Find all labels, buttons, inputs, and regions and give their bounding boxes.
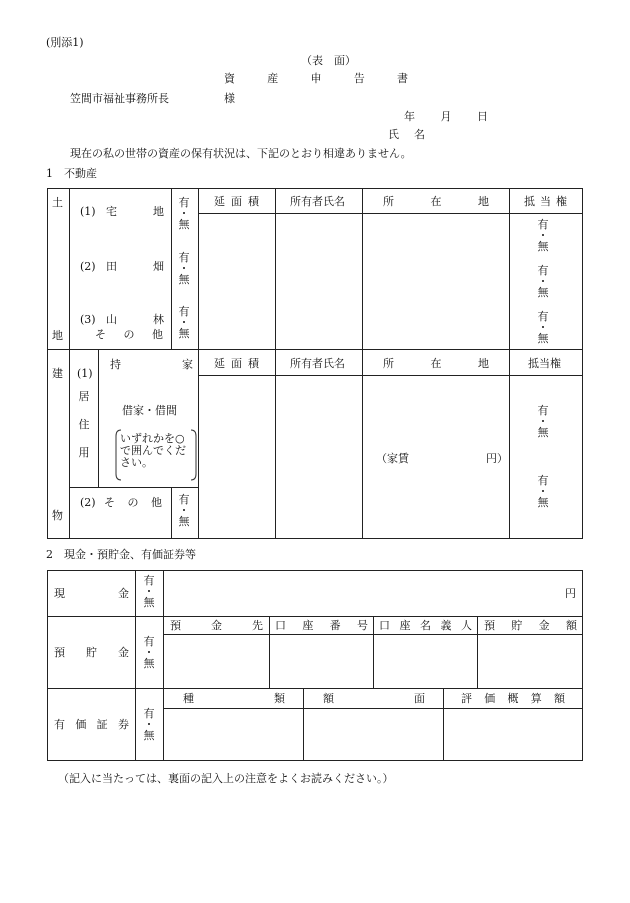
section2-title: 2 現金・預貯金、有価証券等 <box>46 548 196 561</box>
name-label: 氏 名 <box>388 128 425 141</box>
section1-title: 1 不動産 <box>46 167 97 180</box>
land-item2-name: 田 畑 <box>106 260 164 273</box>
side-label: （表 面） <box>301 54 356 67</box>
securities-yes-no: 有 ・ 無 <box>143 707 155 742</box>
land-col-floor-area: 延 面 積 <box>214 195 259 208</box>
building-item1-num: (1) <box>77 367 93 380</box>
securities-col-face-value: 額 面 <box>323 692 425 705</box>
land-label-top: 土 <box>52 196 63 209</box>
building-item1-name: 居 住 用 <box>78 390 90 459</box>
deposits-col-amount: 預 貯 金 額 <box>484 619 577 632</box>
building-col-location: 所 在 地 <box>383 357 489 370</box>
building-col-mortgage: 抵当権 <box>528 357 561 370</box>
footer-note: （記入に当たっては、裏面の記入上の注意をよくお読みください。） <box>58 772 394 785</box>
securities-col-type: 種 類 <box>183 692 285 705</box>
building-item2-name: そ の 他 <box>104 496 162 509</box>
circle-instruction: いずれかを○で囲んでください。 <box>120 432 186 469</box>
land-col-owner: 所有者氏名 <box>290 195 345 208</box>
owned-house-label: 持 家 <box>110 358 193 371</box>
building-label-bottom: 物 <box>52 509 63 522</box>
rent-label: （家賃 <box>376 452 409 465</box>
land2-yes-no: 有 ・ 無 <box>178 251 190 286</box>
honorific: 様 <box>224 92 235 105</box>
securities-col-estimate: 評 価 概 算 額 <box>461 692 565 705</box>
deposits-col-bank: 預 金 先 <box>170 619 263 632</box>
building-item2-num: (2) <box>80 496 96 509</box>
addressee: 笠間市福祉事務所長 <box>70 92 169 105</box>
deposits-label: 預 貯 金 <box>54 646 129 659</box>
land-item3-name: 山 林 <box>106 313 164 326</box>
deposits-col-account-number: 口 座 番 号 <box>275 619 368 632</box>
land-item1-name: 宅 地 <box>106 205 164 218</box>
land3-mortgage-yes-no: 有 ・ 無 <box>537 310 549 345</box>
securities-label: 有 価 証 券 <box>54 718 129 731</box>
rented-label: 借家・借間 <box>122 404 177 417</box>
building-label-top: 建 <box>52 367 63 380</box>
land1-yes-no: 有 ・ 無 <box>178 196 190 231</box>
land-item1-num: (1) <box>80 205 96 218</box>
building2-yes-no: 有 ・ 無 <box>178 493 190 528</box>
statement: 現在の私の世帯の資産の保有状況は、下記のとおり相違ありません。 <box>70 147 412 160</box>
land3-yes-no: 有 ・ 無 <box>178 305 190 340</box>
land-item3-num: (3) <box>80 313 96 326</box>
land1-mortgage-yes-no: 有 ・ 無 <box>537 218 549 253</box>
land-col-location: 所 在 地 <box>383 195 489 208</box>
cash-label: 現 金 <box>54 587 129 600</box>
building-col-owner: 所有者氏名 <box>290 357 345 370</box>
rent-unit: 円） <box>486 452 508 465</box>
building1-mortgage-yes-no: 有 ・ 無 <box>537 404 549 439</box>
land-item2-num: (2) <box>80 260 96 273</box>
cash-yes-no: 有 ・ 無 <box>143 574 155 609</box>
deposits-col-account-holder: 口 座 名 義 人 <box>379 619 472 632</box>
attachment-label: (別添1) <box>46 36 84 49</box>
land-col-mortgage: 抵 当 権 <box>524 195 567 208</box>
date-field: 年 月 日 <box>404 110 488 123</box>
deposits-yes-no: 有 ・ 無 <box>143 635 155 670</box>
building-col-floor-area: 延 面 積 <box>214 357 259 370</box>
cash-unit: 円 <box>565 587 576 600</box>
land-label-bottom: 地 <box>52 329 63 342</box>
building2-mortgage-yes-no: 有 ・ 無 <box>537 474 549 509</box>
land2-mortgage-yes-no: 有 ・ 無 <box>537 264 549 299</box>
land-item3-sub: そ の 他 <box>95 328 163 341</box>
form-title: 資 産 申 告 書 <box>224 72 408 85</box>
